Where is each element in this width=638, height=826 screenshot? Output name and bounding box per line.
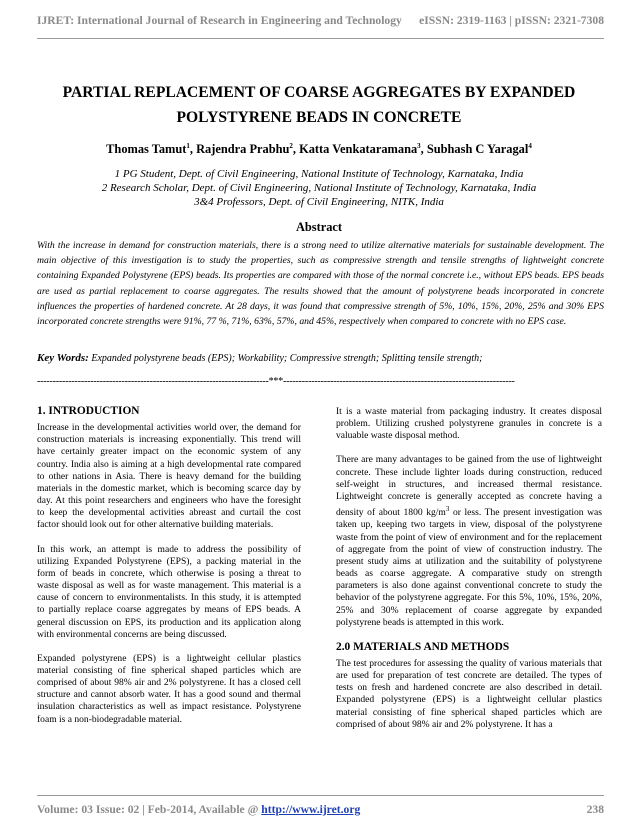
author: Thomas Tamut$^1$, [106,142,197,157]
paragraph: It is a waste material from packaging industry. It creates disposal problem. Utilizing crushed polystyrene granules in concrete is a valuable waste disposal method. [336,406,602,442]
paragraph: Expanded polystyrene (EPS) is a lightweight cellular plastics material consisting of fine spherical shaped particles which are comprised of about 98% air and 2% polystyrene. It has a closed cell structure and cannot absorb water. It has a good sound and thermal insulation characteristics as well as impact resistance. Polystyrene foam is a non-biodegradable material. [37,652,301,725]
journal-name: IJRET: International Journal of Research in Engineering and Technology [37,14,402,27]
abstract-text: With the increase in demand for construction materials, there is a strong need to utilize alternative materials for sustainable development. The main objective of this investigation is to study the properties, such as compressive strength and tensile strengths of lightweight concrete containing Expanded Polystyrene (EPS) beads. Its properties are compared with those of the normal concrete i.e., without EPS beads. EPS beads are used as partial replacement to coarse aggregates. The results showed that the amount of polystyrene beads incorporated in concrete influences the properties of hardened concrete. At 28 days, it was found that compressive strength of 5%, 10%, 15%, 20%, 25% and 30% EPS incorporated concrete strengths were 91%, 77 %, 71%, 63%, 57%, and 45%, respectively when compared to concrete with no EPS case. [37,240,604,328]
paragraph: There are many advantages to be gained from the use of lightweight concrete. These include lighter loads during construction, reduced self-weight in structures, and increased thermal resistance. Lightweight concrete is generally accepted as concrete having a density of about 1800 $kg/m^3$ or less. The present investigation was taken up, keeping two targets in view, disposal of the polystyrene waste from the point of view of environment and for the replacement of aggregate from the point of view of construction industry. The present study aims at utilization and the suitability of polystyrene beads as coarse aggregate. A comparative study on strength parameters is also done against conventional concrete to study the behavior of the polystyrene aggregate. For this 5%, 10%, 15%, 20%, 25% and 30% replacement of coarse aggregate by expanded polystyrene beads is attempted in this work. [336,454,603,628]
issn: eISSN: 2319-1163 | pISSN: 2321-7308 [419,14,604,27]
page-number: 238 [586,803,604,816]
author: Katta Venkataramana$^3$, [299,142,427,157]
section-heading: 2.0 MATERIALS AND METHODS [336,640,510,653]
title-line-2: POLYSTYRENE BEADS IN CONCRETE [176,109,462,126]
right-column [336,406,602,743]
affiliation: 1 PG Student, Dept. of Civil Engineering, National Institute of Technology, Karnataka, India [114,168,524,180]
abstract-heading: Abstract [295,220,343,234]
running-header [37,14,604,27]
title-line-1: PARTIAL REPLACEMENT OF COARSE AGGREGATES BY EXPANDED [62,84,576,101]
paragraph: Increase in the developmental activities world over, the demand for construction materials is increasing exponentially. This trend will have certainly greater impact on the economic system of any country. India also is aiming at a high developmental rate compared to other nations in Asia. There is heavy demand for the building materials in the domestic market, which is becoming scarce day by day. At this point researchers and engineers who have the foresight to keep the developmental activities abreast and curtail the cost factor should look out for other alternative building materials. [37,422,301,531]
running-footer [37,803,604,816]
author-list [30,142,608,157]
journal-link[interactable]: http://www.ijret.org [261,803,361,816]
paper-title [30,80,608,130]
left-column [37,405,301,738]
section-separator: --------------------------------------------------------------------------***-------------------------------------------------------------------------- [37,376,515,387]
affiliations [30,167,608,209]
paragraph: The test procedures for assessing the quality of various materials that are used for preparation of test concrete are detailed. The types of tests on fresh and hardened concrete are also described in detail. Expanded polystyrene (EPS) is a lightweight cellular plastics material consisting of fine spherical shaped particles which are comprised of about 98% air and 2% polystyrene. It has a [336,657,602,730]
author: Subhash C Yaragal$^4$ [426,142,532,157]
paragraph: In this work, an attempt is made to address the possibility of utilizing Expanded Polystyrene (EPS), a packing material in the form of beads in concrete, which otherwise is posing a threat to waste disposal as well as for waste management. This material is a cause of concern to environmentalists. In this study, it is attempted to partially replace coarse aggregates by means of EPS beads. A general discussion on EPS, its production and its application along with environmental concerns are being discussed. [37,543,301,640]
affiliation: 3&4 Professors, Dept. of Civil Engineering, NITK, India [194,196,444,208]
keywords [37,352,604,364]
author: Rajendra Prabhu$^2$, [196,142,300,157]
keywords-text: Expanded polystyrene beads (EPS); Workability; Compressive strength; Splitting tensile strength; [91,353,483,364]
header-rule [37,38,604,39]
keywords-label: Key Words: [37,352,89,364]
section-heading: 1. INTRODUCTION [37,405,140,417]
volume-info: Volume: 03 Issue: 02 | Feb-2014, Available @ http://www.ijret.org [37,803,361,816]
affiliation: 2 Research Scholar, Dept. of Civil Engineering, National Institute of Technology, Karnataka, India [101,182,537,194]
footer-rule [37,795,604,796]
